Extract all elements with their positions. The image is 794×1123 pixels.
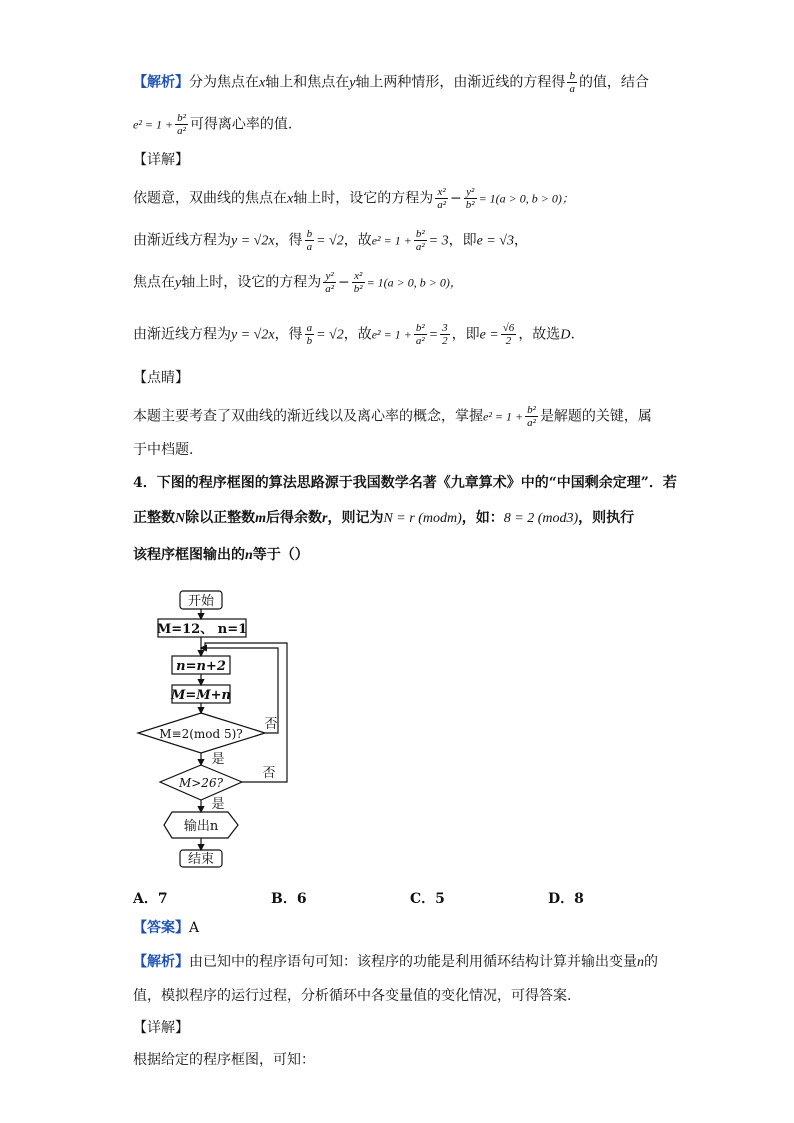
q3-analysis-line2: e² = 1 + $\frac{\text{b²}}{\text{a²}}$ 可得离心率的值.	[133, 112, 293, 137]
flow-start-text: 开始	[187, 594, 215, 609]
q3-comment-line1: 本题主要考查了双曲线的渐近线以及离心率的概念，掌握e² = 1 + $\frac{\text{b²}}{\text{a²}}$ 是解题的关键，属	[133, 404, 652, 429]
flow-yes1: 是	[211, 752, 225, 767]
answer-tag: 【答案】	[133, 920, 189, 936]
flow-cond2-text: M>26?	[178, 776, 224, 790]
q3-analysis-line1: 【解析】分为焦点在x轴上和焦点在y轴上两种情形，由渐近线的方程得 $\frac{b}{a}$ 的值，结合	[133, 70, 649, 95]
flow-step1-text: n=n+2	[176, 659, 226, 674]
q4-analysis-line2: 值，模拟程序的运行过程，分析循环中各变量值的变化情况，可得答案.	[133, 988, 572, 1004]
flow-cond1-text: M≡2(mod 5)?	[159, 727, 243, 741]
flow-no1: 否	[264, 717, 278, 732]
flow-init-text: M=12、 n=1	[156, 622, 248, 637]
option-a: A．7	[133, 891, 168, 907]
q4-stem-line3: 该程序框图输出的n等于（）	[133, 547, 309, 563]
q3-comment-heading: 【点睛】	[133, 370, 189, 386]
q3-detail-line4: 由渐近线方程为y = √2x，得 $\frac{a}{b}$ = √2，故e² = 1 + $\frac{\text{b²}}{\text{a²}}$ = $\frac{3}{2}$ ，即e = $\frac{√6}{2}$ ，故选D.	[133, 322, 575, 347]
q3-detail-heading: 【详解】	[133, 152, 189, 168]
flow-end-text: 结束	[187, 852, 215, 867]
flow-end-box	[180, 850, 222, 867]
q3-detail-line3: 焦点在y轴上时，设它的方程为 $\frac{\text{y²}}{\text{a²}}$ − $\frac{\text{x²}}{\text{b²}}$ = 1(a > 0, b > 0)，	[133, 270, 462, 295]
analysis-tag: 【解析】	[133, 74, 189, 91]
flow-start-box	[180, 591, 222, 609]
q4-detail-heading: 【详解】	[133, 1020, 189, 1036]
flow-output-box	[164, 812, 238, 838]
fraction-b-over-a: $\frac{b}{a}$	[569, 70, 575, 95]
q4-stem-line2: 正整数N除以正整数m后得余数r，则记为N = r (modm)，如：8 = 2 (mod3)，则执行	[133, 510, 635, 526]
q3-detail-line1: 依题意，双曲线的焦点在x轴上时，设它的方程为 $\frac{\text{x²}}{\text{a²}}$ − $\frac{\text{y²}}{\text{b²}}$ = 1(a > 0, b > 0)；	[133, 186, 574, 211]
flow-output-text: 输出n	[183, 819, 219, 834]
flow-cond2-diamond	[160, 765, 242, 800]
flow-cond1-diamond	[138, 713, 265, 753]
q4-analysis-line1: 【解析】由已知中的程序语句可知：该程序的功能是利用循环结构计算并输出变量n的	[133, 954, 658, 970]
flow-no2: 否	[262, 766, 276, 781]
option-b: B．6	[271, 891, 307, 907]
q3-detail-line2: 由渐近线方程为y = √2x，得 $\frac{b}{a}$ = √2，故e² = 1 + $\frac{\text{b²}}{\text{a²}}$ = 3，即e = √3，	[133, 228, 528, 253]
q4-detail-line1: 根据给定的程序框图，可知：	[133, 1052, 315, 1068]
flow-step1-box	[172, 656, 230, 674]
q3-comment-line2: 于中档题.	[133, 442, 194, 458]
flow-init-box	[158, 619, 246, 637]
flow-step2-box	[172, 685, 230, 703]
q4-answer: 【答案】A	[133, 920, 200, 936]
flow-yes2: 是	[211, 797, 225, 812]
q4-stem-line1: 4．下图的程序框图的算法思路源于我国数学名著《九章算术》中的“中国剩余定理”．若	[133, 475, 677, 491]
option-c: C．5	[410, 891, 445, 907]
flow-step2-text: M=M+n	[170, 688, 232, 703]
option-d: D．8	[548, 891, 584, 907]
